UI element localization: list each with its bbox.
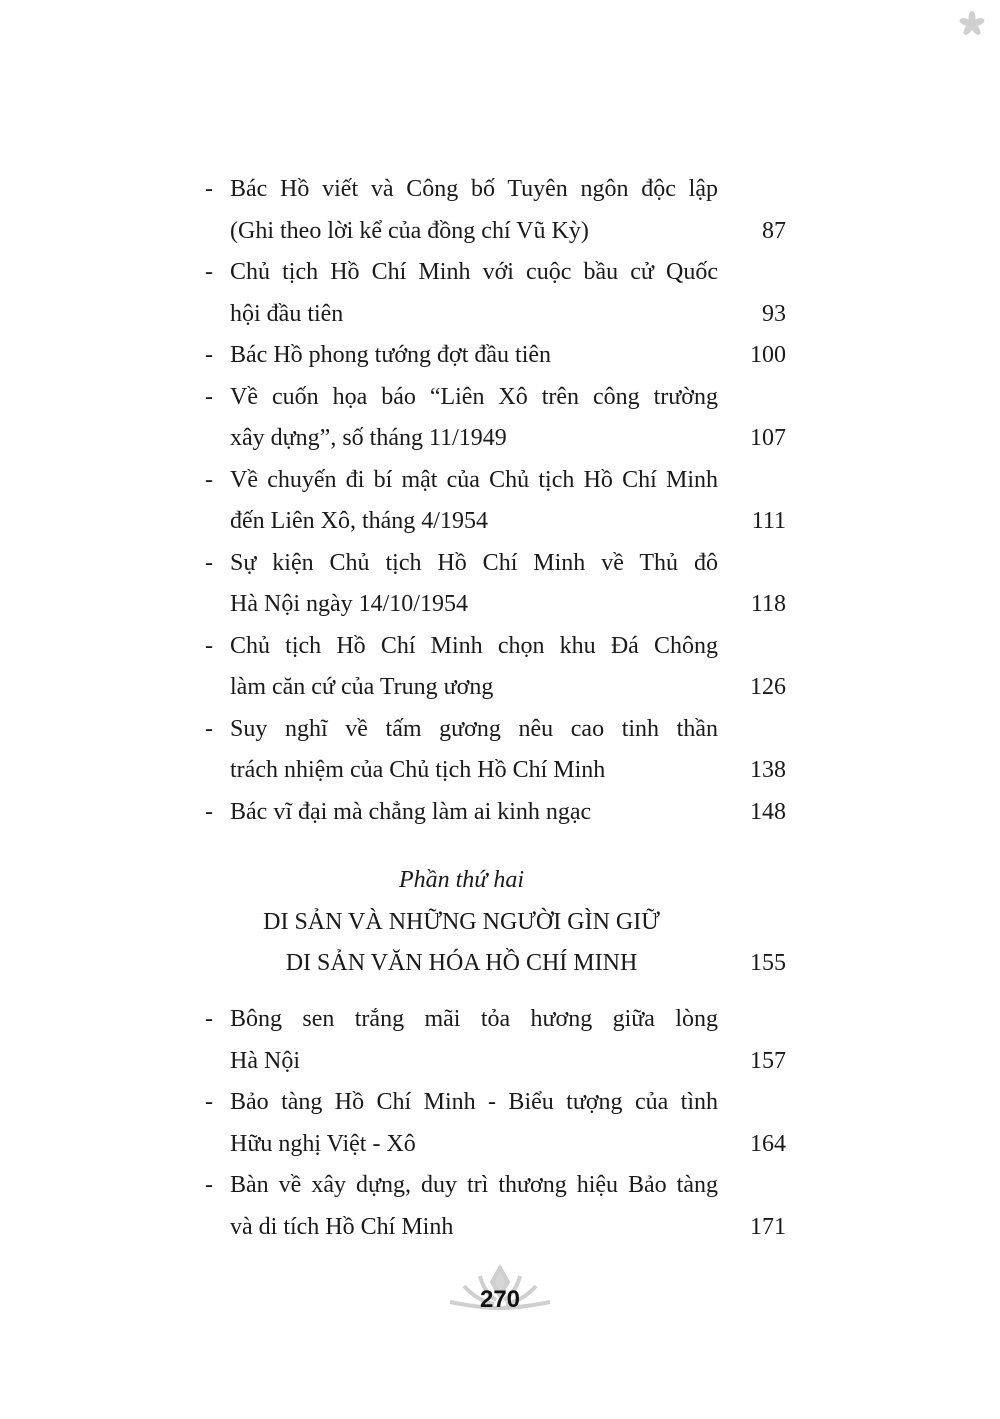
toc-entry-line: [205, 1124, 790, 1166]
toc-entry-title: Chủ tịch Hồ Chí Minh chọn khu Đá Chông: [230, 632, 718, 659]
toc-entry[interactable]: [205, 169, 790, 252]
toc-entry[interactable]: [205, 335, 790, 377]
toc-entry[interactable]: [205, 626, 790, 709]
toc-entry-line: [205, 501, 790, 543]
toc-entry-line: [205, 999, 790, 1041]
toc-entry-line: [205, 792, 790, 834]
page-number: 155: [750, 950, 786, 976]
toc-entry[interactable]: [205, 543, 790, 626]
toc-entry-title: Sự kiện Chủ tịch Hồ Chí Minh về Thủ đô: [230, 549, 718, 576]
page-number: 164: [750, 1130, 786, 1157]
flower-ornament-icon: [958, 10, 986, 38]
part-label: Phần thứ hai: [398, 867, 525, 893]
toc-entry-line: [205, 626, 790, 668]
page-footer: [440, 1262, 560, 1322]
toc-entry-title: Bác vĩ đại mà chẳng làm ai kinh ngạc: [230, 798, 592, 825]
bullet-dash: -: [205, 632, 213, 659]
toc-entry-title: Về cuốn họa báo “Liên Xô trên công trường: [230, 383, 718, 410]
toc-entry[interactable]: [205, 1165, 790, 1248]
toc-entry[interactable]: [205, 377, 790, 460]
toc-entry-title: Bác Hồ viết và Công bố Tuyên ngôn độc lập: [230, 176, 718, 202]
toc-entry-line: [205, 169, 790, 211]
toc-entry-title: trách nhiệm của Chủ tịch Hồ Chí Minh: [230, 757, 606, 783]
bullet-dash: -: [205, 798, 213, 825]
toc-section-1: [205, 169, 790, 833]
toc-entry[interactable]: [205, 792, 790, 834]
part-title-line-2: DI SẢN VĂN HÓA HỒ CHÍ MINH: [285, 950, 638, 976]
toc-entry-title: và di tích Hồ Chí Minh: [230, 1213, 454, 1240]
toc-entry-line: [205, 1207, 790, 1249]
bullet-dash: -: [205, 715, 213, 742]
toc-entry-title: Hà Nội: [230, 1047, 300, 1074]
page-number: 138: [750, 757, 786, 783]
toc-entry-line: [205, 460, 790, 502]
page-number: 126: [750, 674, 786, 700]
page-number-footer: 270: [479, 1286, 521, 1313]
page-number: 107: [750, 425, 786, 451]
bullet-dash: -: [205, 1172, 213, 1198]
toc-entry-line: [205, 1082, 790, 1124]
toc-entry[interactable]: [205, 709, 790, 792]
bullet-dash: -: [205, 1006, 213, 1032]
toc-section-2: [205, 999, 790, 1248]
page-number: 157: [750, 1047, 786, 1074]
toc-entry-line: [205, 418, 790, 460]
toc-entry-line: [205, 294, 790, 336]
bullet-dash: -: [205, 1089, 213, 1115]
toc-entry-line: [205, 709, 790, 751]
toc-entry-line: [205, 211, 790, 253]
toc-entry-line: [205, 543, 790, 585]
bullet-dash: -: [205, 259, 213, 285]
toc-entry[interactable]: [205, 252, 790, 335]
toc-entry-title: đến Liên Xô, tháng 4/1954: [230, 508, 488, 534]
toc-entry[interactable]: [205, 999, 790, 1082]
part-title-line-1: DI SẢN VÀ NHỮNG NGƯỜI GÌN GIỮ: [263, 908, 660, 935]
bullet-dash: -: [205, 466, 213, 493]
toc-entry[interactable]: [205, 1082, 790, 1165]
toc-entry-title: Hữu nghị Việt - Xô: [230, 1130, 416, 1157]
toc-entry-line: [205, 1165, 790, 1207]
bullet-dash: -: [205, 549, 213, 576]
bullet-dash: -: [205, 383, 213, 410]
toc-entry-line: [205, 667, 790, 709]
toc-entry-line: [205, 750, 790, 792]
toc-entry-line: [205, 377, 790, 419]
toc-entry-line: [205, 335, 790, 377]
toc-entry-title: Bàn về xây dựng, duy trì thương hiệu Bảo tàng: [230, 1172, 718, 1198]
toc-entry-title: Suy nghĩ về tấm gương nêu cao tinh thần: [230, 715, 718, 742]
toc-entry-title: xây dựng”, số tháng 11/1949: [230, 425, 507, 451]
toc-entry-title: Bông sen trắng mãi tỏa hương giữa lòng: [230, 1006, 718, 1032]
bullet-dash: -: [205, 342, 213, 368]
page-number: 93: [762, 300, 786, 327]
toc-entry-title: làm căn cứ của Trung ương: [230, 674, 494, 700]
page-number: 148: [750, 798, 786, 825]
toc-entry-title: Bác Hồ phong tướng đợt đầu tiên: [230, 342, 552, 368]
toc-entry-title: (Ghi theo lời kể của đồng chí Vũ Kỳ): [230, 217, 589, 244]
toc-entry-title: Chủ tịch Hồ Chí Minh với cuộc bầu cử Quốc: [230, 259, 718, 285]
toc-entry-title: Về chuyến đi bí mật của Chủ tịch Hồ Chí Minh: [230, 466, 718, 493]
page-number: 87: [762, 217, 786, 244]
toc-entry-line: [205, 252, 790, 294]
page-number: 100: [750, 342, 786, 368]
page-number: 171: [750, 1213, 786, 1240]
toc-entry-line: [205, 584, 790, 626]
toc-entry-title: hội đầu tiên: [230, 300, 344, 327]
bullet-dash: -: [205, 176, 213, 202]
toc-entry-title: Hà Nội ngày 14/10/1954: [230, 591, 468, 617]
toc-entry-title: Bảo tàng Hồ Chí Minh - Biểu tượng của tình: [230, 1089, 718, 1115]
page-number: 111: [751, 508, 786, 534]
part-heading: [205, 860, 790, 985]
toc-entry-line: [205, 1041, 790, 1083]
toc-entry[interactable]: [205, 460, 790, 543]
page-number: 118: [750, 591, 786, 617]
